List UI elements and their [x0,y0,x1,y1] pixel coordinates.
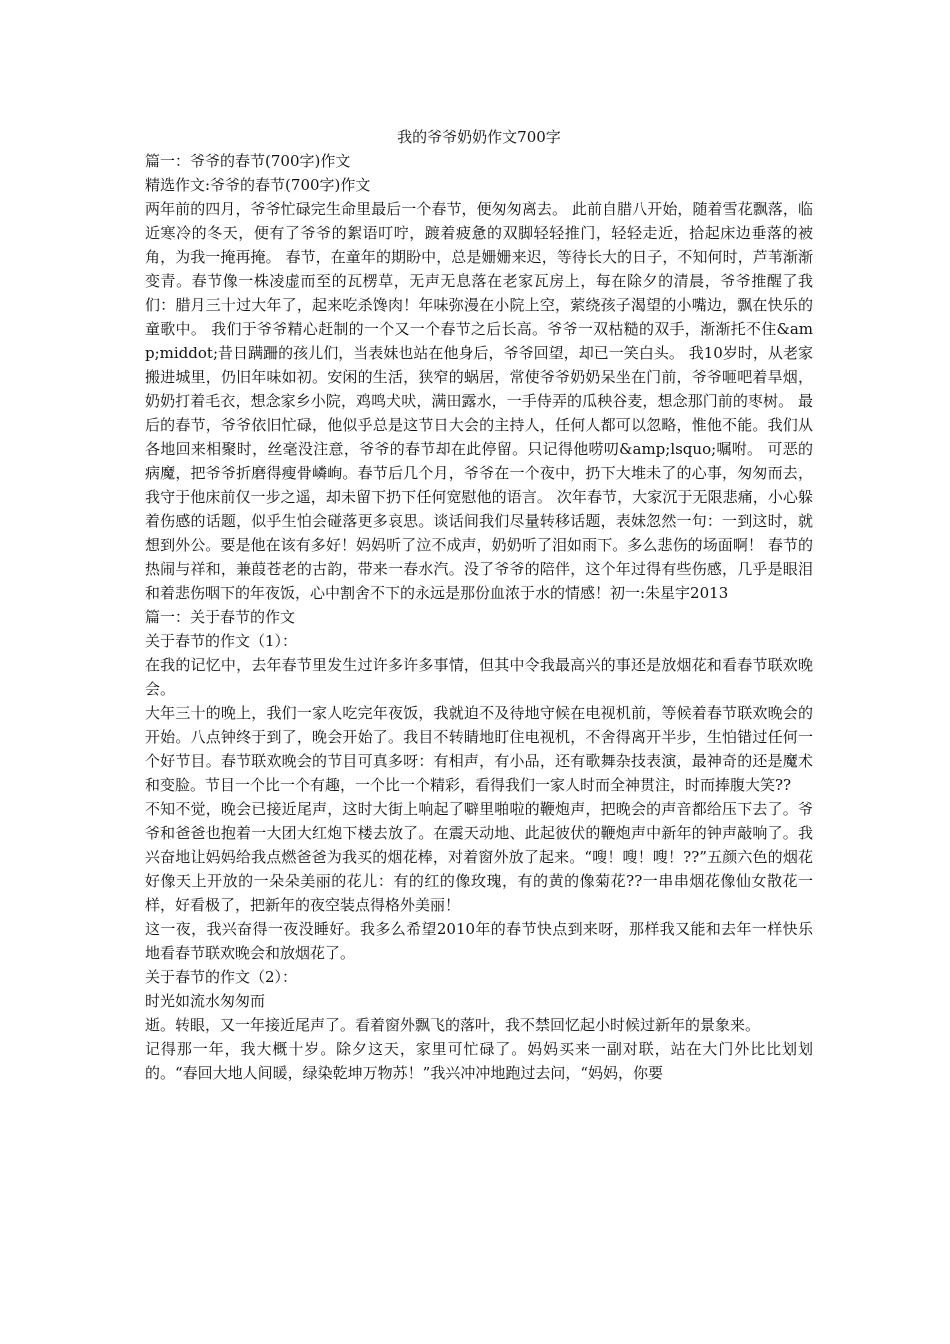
paragraph-fireworks: 不知不觉，晚会已接近尾声，这时大街上响起了噼里啪啦的鞭炮声，把晚会的声音都给压下去了。爷爷和爸爸也抱着一大团大红炮下楼去放了。在震天动地、此起彼伏的鞭炮声中新年的钟声敲响了。我兴奋地让妈妈给我点燃爸爸为我买的烟花棒，对着窗外放了起来。“嗖！嗖！嗖！??”五颜六色的烟花好像天上开放的一朵朵美丽的花儿：有的红的像玫瑰，有的黄的像菊花??一串串烟花像仙女散花一样，好看极了，把新年的夜空装点得格外美丽！ [145,800,813,914]
paragraph-memory: 在我的记忆中，去年春节里发生过许多许多事情，但其中令我最高兴的事还是放烟花和看春节联欢晚会。 [145,656,813,698]
paragraph-subheading-2: 关于春节的作文（1）： [145,632,298,650]
document-page [145,125,813,1085]
paragraph-year-end: 逝。转眼，又一年接近尾声了。看着窗外飘飞的落叶，我不禁回忆起小时候过新年的景象来。 [145,1016,761,1034]
paragraph-subheading-3: 关于春节的作文（2）： [145,968,298,986]
paragraph-heading-2: 篇一：关于春节的作文 [145,608,296,626]
paragraph-subheading-1: 精选作文:爷爷的春节(700字)作文 [145,176,371,194]
paragraph-couplet: 记得那一年，我大概十岁。除夕这天，家里可忙碌了。妈妈买来一副对联，站在大门外比比划划的。“春回大地人间暖，绿染乾坤万物苏！”我兴冲冲地跑过去问，“妈妈，你要 [145,1040,813,1082]
paragraph-essay-grandpa: 两年前的四月，爷爷忙碌完生命里最后一个春节，便匆匆离去。 此前自腊八开始，随着雪花飘落，临近寒冷的冬天，便有了爷爷的絮语叮咛，踱着疲惫的双脚轻轻推门，轻轻走近，拾起床边垂落的被角，为我一掩再掩。 春节，在童年的期盼中，总是姗姗来迟，等待长大的日子，不知何时，芦苇渐渐变青。春节像一株凌虚而至的瓦楞草，无声无息落在老家瓦房上，每在除夕的清晨，爷爷推醒了我们：腊月三十过大年了，起来吃杀馋肉！年味弥漫在小院上空，萦绕孩子渴望的小嘴边，飘在快乐的童歌中。 我们于爷爷精心赶制的一个又一个春节之后长高。爷爷一双枯糙的双手，渐渐托不住&amp;middot;昔日蹒跚的孩儿们，当表妹也站在他身后，爷爷回望，却已一笑白头。 我10岁时，从老家搬进城里，仍旧年味如初。安闲的生活，狭窄的蜗居，常使爷爷奶奶呆坐在门前，爷爷咂吧着旱烟，奶奶打着毛衣，想念家乡小院，鸡鸣犬吠，满田露水，一手侍弄的瓜秧谷麦，想念那门前的枣树。 最后的春节，爷爷依旧忙碌，他似乎总是这节日大会的主持人，任何人都可以忽略，惟他不能。我们从各地回来相聚时，丝毫没注意，爷爷的春节却在此停留。只记得他唠叨&amp;lsquo;嘱咐。 可恶的病魔，把爷爷折磨得瘦骨嶙峋。春节后几个月，爷爷在一个夜中，扔下大堆未了的心事，匆匆而去，我守于他床前仅一步之遥，却未留下扔下任何宽慰他的语言。 次年春节，大家沉于无限悲痛，小心躲着伤感的话题，似乎生怕会碰落更多哀思。谈话间我们尽量转移话题，表妹忽然一句：一到这时，就想到外公。要是他在该有多好！妈妈听了泣不成声，奶奶听了泪如雨下。多么悲伤的场面啊！ 春节的热闹与祥和，兼葭苍老的古韵，带来一春水汽。没了爷爷的陪伴，这个年过得有些伤感，几乎是眼泪和着悲伤咽下的年夜饭，心中割舍不下的永远是那份血浓于水的情感！初一:朱星宇2013 [145,200,813,602]
paragraph-night: 这一夜，我兴奋得一夜没睡好。我多么希望2010年的春节快点到来呀，那样我又能和去年一样快乐地看春节联欢晚会和放烟花了。 [145,920,813,962]
paragraph-time-flies: 时光如流水匆匆而 [145,992,266,1010]
paragraph-heading-1: 篇一：爷爷的春节(700字)作文 [145,152,351,170]
paragraph-new-years-eve: 大年三十的晚上，我们一家人吃完年夜饭，我就迫不及待地守候在电视机前，等候着春节联欢晚会的开始。八点钟终于到了，晚会开始了。我目不转睛地盯住电视机，不舍得离开半步，生怕错过任何一个好节目。春节联欢晚会的节目可真多呀：有相声，有小品，还有歌舞杂技表演，最神奇的还是魔术和变脸。节目一个比一个有趣，一个比一个精彩，看得我们一家人时而全神贯注，时而捧腹大笑?? [145,704,813,794]
document-title: 我的爷爷奶奶作文700字 [397,128,561,146]
